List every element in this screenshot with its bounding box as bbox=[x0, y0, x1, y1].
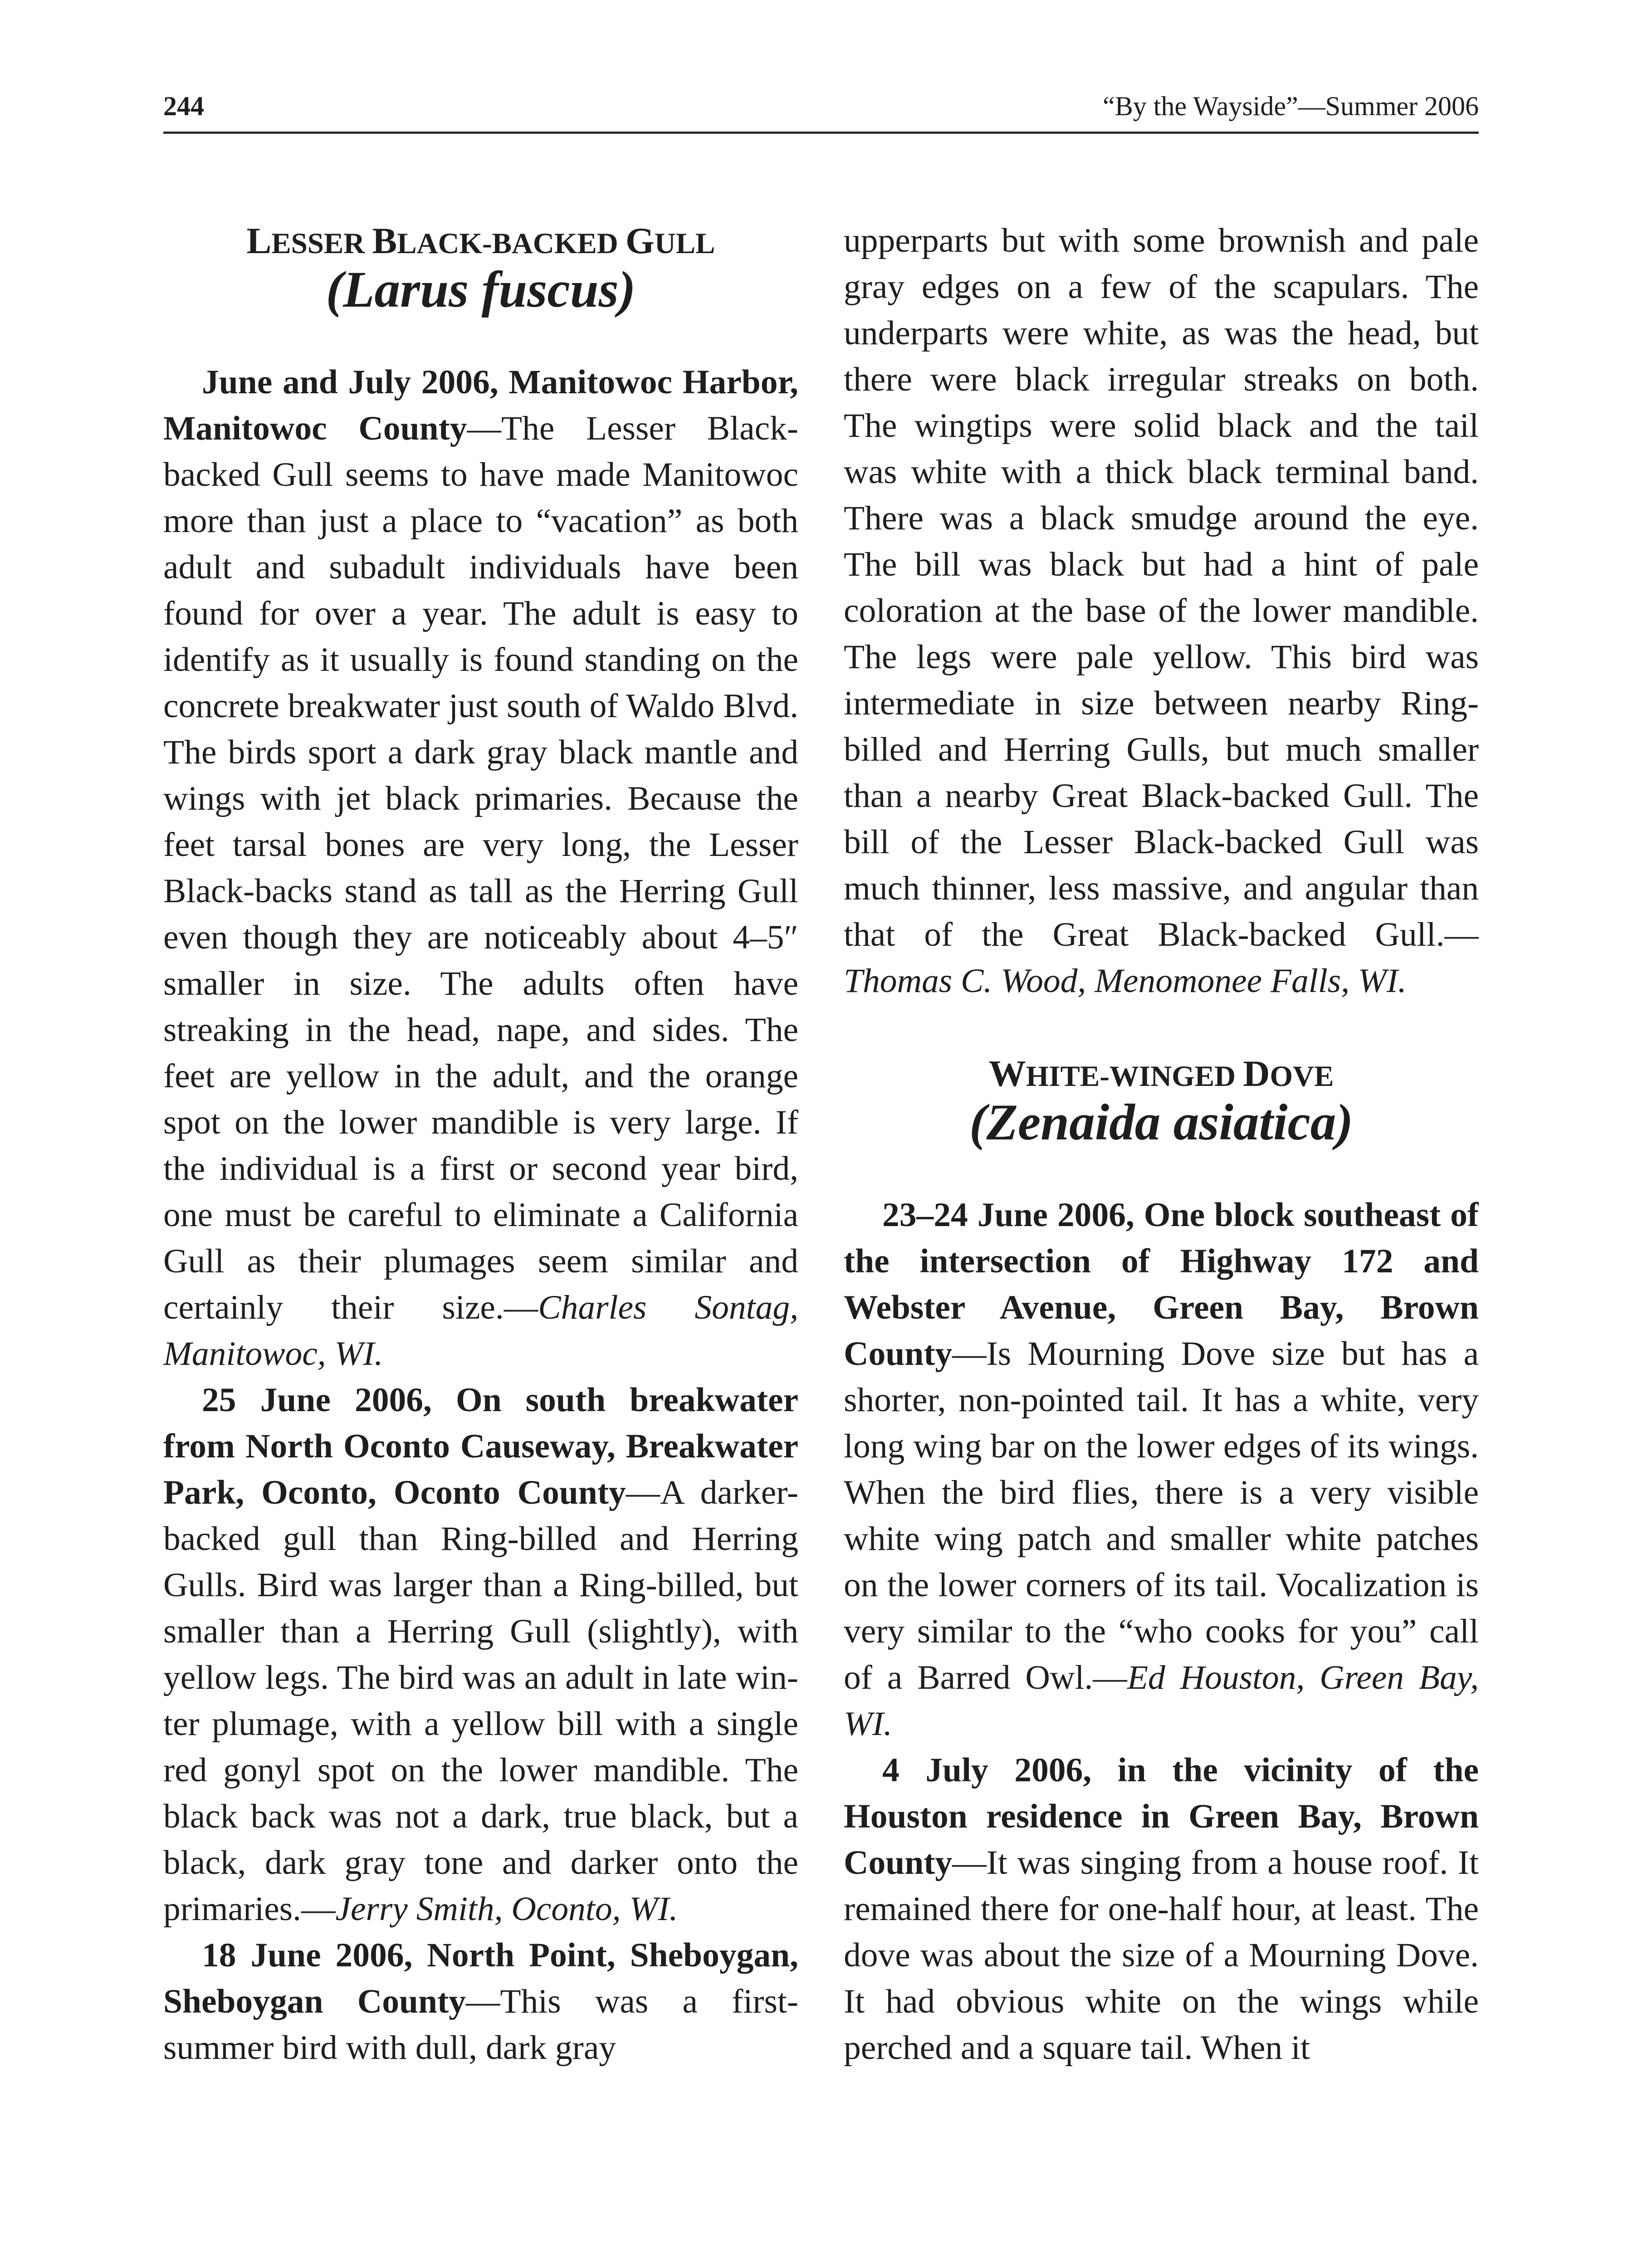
report-location: 25 June 2006, On south breakwater from North Oconto Causeway, Breakwater Park, Oconto, Oconto County bbox=[163, 1381, 798, 1511]
report-paragraph bbox=[844, 1192, 1479, 1747]
report-paragraph-start bbox=[163, 1932, 798, 2071]
report-paragraph bbox=[163, 359, 798, 1377]
section-heading-lesser-black-backed-gull bbox=[163, 218, 798, 318]
report-location: 18 June 2006, North Point, Sheboygan, Sheboygan County bbox=[163, 1936, 798, 2020]
species-common-name: LESSER BLACK-BACKED GULL bbox=[246, 220, 715, 261]
page-number: 244 bbox=[163, 91, 204, 121]
report-observer: Thomas C. Wood, Menomonee Falls, WI. bbox=[844, 962, 1407, 1000]
species-scientific-name: (Zenaida asiatica) bbox=[969, 1094, 1354, 1151]
report-text: —The Lesser Black-backed Gull seems to have made Manitowoc more than just a place to “vacation” as both adult and subadult individuals have been found for over a year. The adult is easy to identify as it usually is found standing on the concrete breakwater just south of Waldo Blvd. The birds sport a dark gray black mantle and wings with jet black primaries. Because the feet tarsal bones are very long, the Lesser Black-backs stand as tall as the Herring Gull even though they are noticeably about 4–5″ smaller in size. The adults often have streaking in the head, nape, and sides. The feet are yellow in the adult, and the orange spot on the lower mandible is very large. If the individual is a first or second year bird, one must be careful to eliminate a California Gull as their plumages seem similar and certainly their size.— bbox=[163, 410, 798, 1326]
species-common-name: WHITE-WINGED DOVE bbox=[988, 1053, 1334, 1094]
report-text: —It was singing from a house roof. It remained there for one-half hour, at least. The dove was about the size of a Mourning Dove. It had obvious white on the wings while perched and a square tail. When it bbox=[844, 1844, 1479, 2067]
left-column bbox=[163, 218, 798, 2268]
report-observer: Ed Houston, Green Bay, WI. bbox=[844, 1659, 1479, 1743]
report-paragraph-continued bbox=[844, 218, 1479, 1004]
right-column bbox=[844, 218, 1479, 2268]
report-observer: Charles Sontag, Manitowoc, WI. bbox=[163, 1289, 798, 1373]
running-title: “By the Wayside”—Summer 2006 bbox=[1103, 91, 1479, 121]
report-location: June and July 2006, Manitowoc Harbor, Manitowoc County bbox=[163, 363, 798, 447]
report-text-continued: upperparts but with some brownish and pale gray edges on a few of the scapulars. The underparts were white, as was the head, but there were black irregular streaks on both. The wingtips were solid black and the tail was white with a thick black terminal band. There was a black smudge around the eye. The bill was black but had a hint of pale coloration at the base of the lower mandible. The legs were pale yellow. This bird was intermediate in size between nearby Ring-billed and Herring Gulls, but much smaller than a nearby Great Black-backed Gull. The bill of the Lesser Black-backed Gull was much thinner, less massive, and angular than that of the Great Black-backed Gull.— bbox=[844, 222, 1479, 953]
page-header bbox=[163, 82, 1479, 134]
report-location: 23–24 June 2006, One block southeast of the intersection of Highway 172 and Webster Avenue, Green Bay, Brown County bbox=[844, 1196, 1479, 1373]
species-scientific-name: (Larus fuscus) bbox=[326, 261, 636, 318]
report-text: —A darker-backed gull than Ring-billed and Herring Gulls. Bird was larger than a Ring-billed, but smaller than a Herring Gull (slightly), with yellow legs. The bird was an adult in late winter plumage, with a yellow bill with a single red gonyl spot on the lower mandible. The black back was not a dark, true black, but a black, dark gray tone and darker onto the primaries.— bbox=[163, 1474, 798, 1928]
report-text: —Is Mourning Dove size but has a shorter, non-pointed tail. It has a white, very long wing bar on the lower edges of its wings. When the bird flies, there is a very visible white wing patch and smaller white patches on the lower corners of its tail. Vocalization is very similar to the “who cooks for you” call of a Barred Owl.— bbox=[844, 1335, 1479, 1696]
report-observer: Jerry Smith, Oconto, WI. bbox=[335, 1890, 678, 1928]
report-paragraph bbox=[163, 1377, 798, 1932]
report-text: —This was a first-summer bird with dull, dark gray bbox=[163, 1983, 798, 2067]
report-location: 4 July 2006, in the vicinity of the Houston residence in Green Bay, Brown County bbox=[844, 1751, 1479, 1882]
report-paragraph bbox=[844, 1747, 1479, 2071]
section-heading-white-winged-dove bbox=[844, 1051, 1479, 1151]
